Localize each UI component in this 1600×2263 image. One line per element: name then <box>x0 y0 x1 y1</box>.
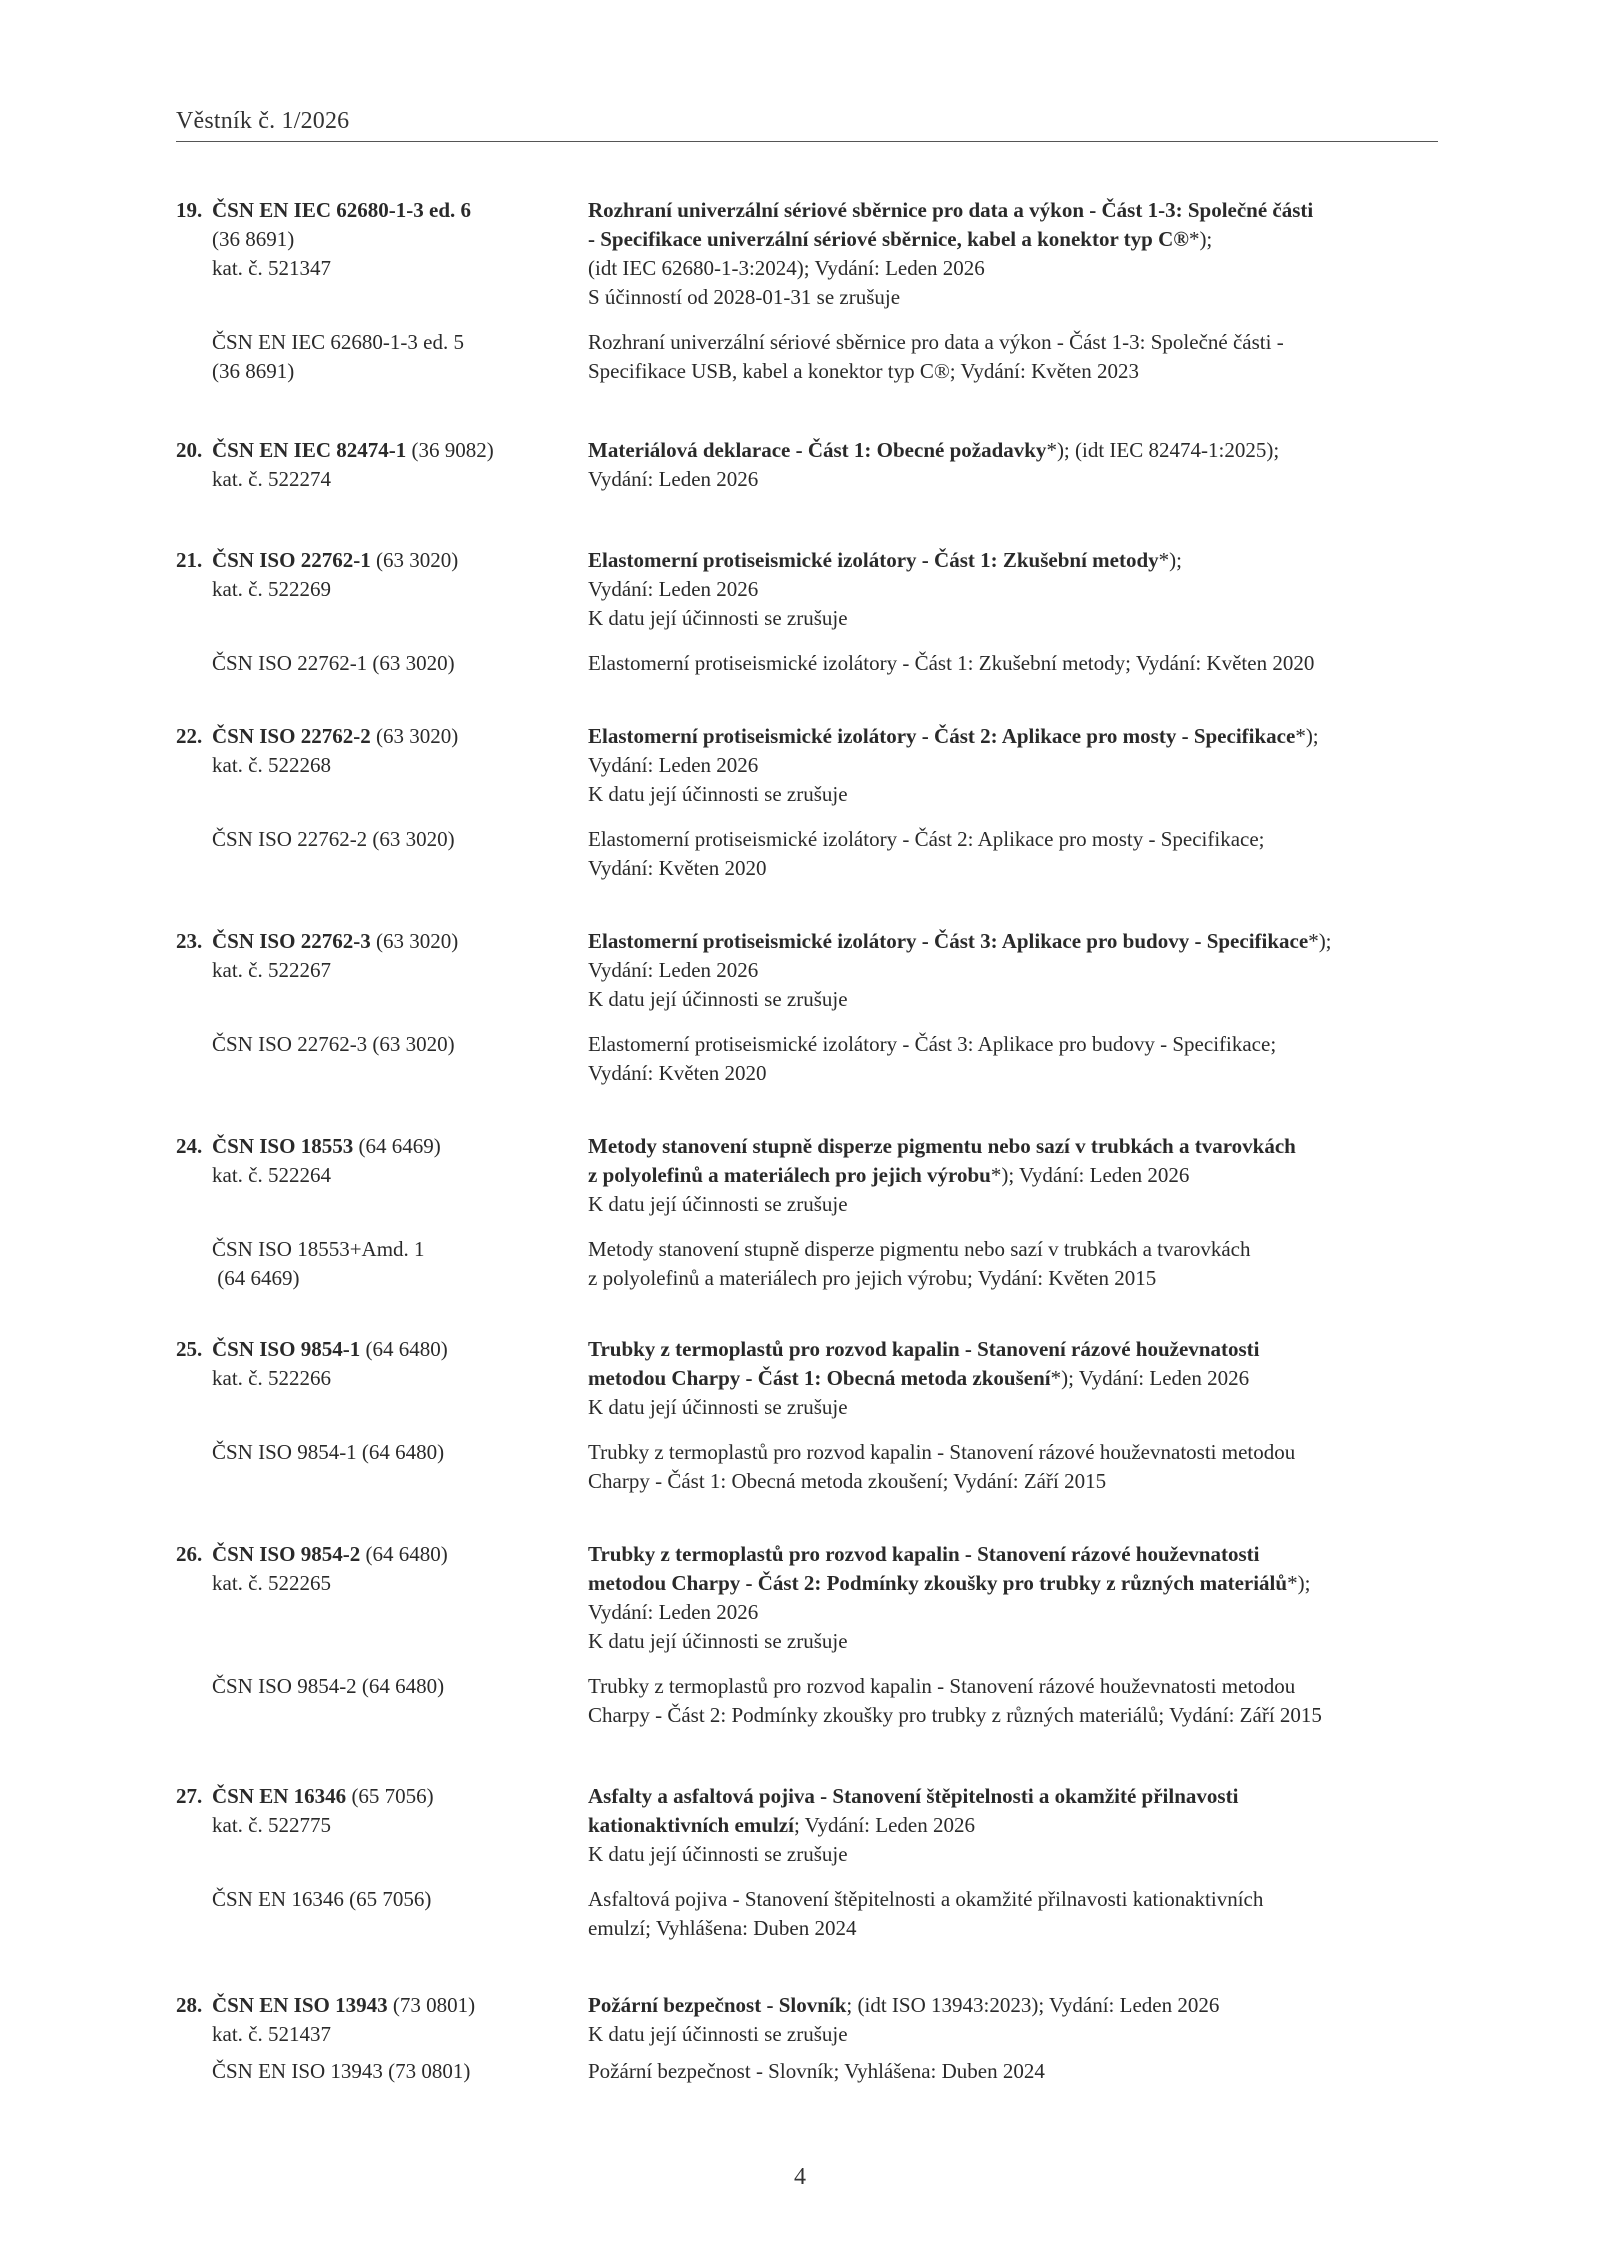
title-bold-text: kationaktivních emulzí <box>588 1813 794 1837</box>
entry-number: 24. <box>176 1134 203 1158</box>
title-detail-text: K datu její účinnosti se zrušuje <box>588 1395 848 1419</box>
title-line <box>588 1393 1438 1422</box>
new-standard-designation <box>176 722 588 809</box>
replaced-standard-row <box>176 328 1438 386</box>
replaced-standard-title <box>588 1672 1438 1730</box>
replaced-title-line: Elastomerní protiseismické izolátory - Část 1: Zkušební metody; Vydání: Květen 2020 <box>588 651 1315 675</box>
title-detail-text: ; (idt ISO 13943:2023); Vydání: Leden 2026 <box>846 1993 1220 2017</box>
replaced-standard-row <box>176 649 1438 678</box>
standard-code: ČSN ISO 22762-3 <box>212 929 371 953</box>
replaced-title-line: Elastomerní protiseismické izolátory - Část 3: Aplikace pro budovy - Specifikace; <box>588 1032 1277 1056</box>
replaced-title-line: Charpy - Část 1: Obecná metoda zkoušení; Vydání: Září 2015 <box>588 1469 1107 1493</box>
classification-number: (36 9082) <box>406 438 494 462</box>
title-detail-text: Vydání: Leden 2026 <box>588 753 759 777</box>
page-number: 4 <box>794 2164 806 2190</box>
title-detail-text: Vydání: Leden 2026 <box>588 958 759 982</box>
new-standard-designation <box>176 1540 588 1656</box>
standard-code: ČSN EN IEC 62680-1-3 ed. 6 <box>212 198 472 222</box>
replaced-code-line: ČSN EN 16346 (65 7056) <box>212 1887 432 1911</box>
standard-code: ČSN EN ISO 13943 <box>212 1993 388 2017</box>
entry-number: 26. <box>176 1542 203 1566</box>
replaced-standard-title <box>588 825 1438 883</box>
title-detail-text: *); Vydání: Leden 2026 <box>1050 1366 1250 1390</box>
catalog-number: kat. č. 522264 <box>212 1163 331 1187</box>
entry-number: 28. <box>176 1993 203 2017</box>
replaced-standard-row <box>176 2057 1438 2086</box>
new-standard-row <box>176 436 1438 494</box>
new-standard-designation <box>176 1132 588 1219</box>
replaced-standard-designation <box>176 328 588 386</box>
title-line <box>588 722 1438 751</box>
catalog-number: kat. č. 521347 <box>212 256 331 280</box>
new-standard-designation <box>176 436 588 494</box>
new-standard-title <box>588 722 1438 809</box>
replaced-standard-title <box>588 1885 1438 1943</box>
replaced-standard-designation <box>176 1885 588 1943</box>
title-line <box>588 2020 1438 2049</box>
new-standard-row <box>176 722 1438 809</box>
title-line <box>588 1190 1438 1219</box>
catalog-number: kat. č. 522775 <box>212 1813 331 1837</box>
replaced-standard-title <box>588 1030 1438 1088</box>
classification-number: (63 3020) <box>370 724 459 748</box>
replaced-title-line: emulzí; Vyhlášena: Duben 2024 <box>588 1916 857 1940</box>
title-detail-text: K datu její účinnosti se zrušuje <box>588 1192 848 1216</box>
new-standard-row <box>176 1335 1438 1422</box>
title-bold-text: Trubky z termoplastů pro rozvod kapalin - Stanovení rázové houževnatosti <box>588 1337 1260 1361</box>
standard-code: ČSN ISO 9854-1 <box>212 1337 361 1361</box>
title-bold-text: Materiálová deklarace - Část 1: Obecné požadavky <box>588 438 1047 462</box>
replaced-title-line: Požární bezpečnost - Slovník; Vyhlášena: Duben 2024 <box>588 2059 1045 2083</box>
classification-number: (63 3020) <box>370 929 459 953</box>
replaced-code-line: ČSN ISO 9854-1 (64 6480) <box>212 1440 445 1464</box>
new-standard-row <box>176 1782 1438 1869</box>
replaced-title-line: Metody stanovení stupně disperze pigmentu nebo sazí v trubkách a tvarovkách <box>588 1237 1251 1261</box>
standard-entry <box>176 1991 1438 2086</box>
standard-entry <box>176 546 1438 678</box>
replaced-code-line: ČSN ISO 22762-1 (63 3020) <box>212 651 455 675</box>
designation-line <box>176 1991 588 2020</box>
title-line <box>588 780 1438 809</box>
title-line <box>588 751 1438 780</box>
designation-line <box>176 546 588 575</box>
title-line <box>588 985 1438 1014</box>
designation-line <box>176 1335 588 1364</box>
replaced-title-line: Vydání: Květen 2020 <box>588 856 767 880</box>
title-line <box>588 1811 1438 1840</box>
replaced-standard-designation <box>176 1235 588 1293</box>
title-line <box>588 604 1438 633</box>
replaced-code-line: (36 8691) <box>212 359 295 383</box>
title-line <box>588 956 1438 985</box>
replaced-standard-designation <box>176 649 588 678</box>
standard-entry <box>176 1132 1438 1293</box>
title-detail-text: S účinností od 2028-01-31 se zrušuje <box>588 285 901 309</box>
catalog-number: kat. č. 522274 <box>212 467 331 491</box>
new-standard-title <box>588 927 1438 1014</box>
replaced-title-line: z polyolefinů a materiálech pro jejich výrobu; Vydání: Květen 2015 <box>588 1266 1157 1290</box>
new-standard-designation <box>176 196 588 312</box>
new-standard-row <box>176 927 1438 1014</box>
standard-code: ČSN ISO 9854-2 <box>212 1542 361 1566</box>
title-line <box>588 1782 1438 1811</box>
title-bold-text: Metody stanovení stupně disperze pigmentu nebo sazí v trubkách a tvarovkách <box>588 1134 1296 1158</box>
title-line <box>588 1540 1438 1569</box>
entry-number: 27. <box>176 1784 203 1808</box>
title-bold-text: z polyolefinů a materiálech pro jejich výrobu <box>588 1163 991 1187</box>
title-line <box>588 1840 1438 1869</box>
title-detail-text: (idt IEC 62680-1-3:2024); Vydání: Leden 2026 <box>588 256 985 280</box>
new-standard-designation <box>176 546 588 633</box>
title-detail-text: Vydání: Leden 2026 <box>588 577 759 601</box>
entry-number: 19. <box>176 198 203 222</box>
title-detail-text: K datu její účinnosti se zrušuje <box>588 2022 848 2046</box>
title-detail-text: *); <box>1188 227 1213 251</box>
new-standard-row <box>176 546 1438 633</box>
title-line <box>588 1991 1438 2020</box>
replaced-title-line: Trubky z termoplastů pro rozvod kapalin - Stanovení rázové houževnatosti metodou <box>588 1674 1296 1698</box>
new-standard-title <box>588 1991 1438 2049</box>
catalog-number: kat. č. 522266 <box>212 1366 331 1390</box>
replaced-title-line: Charpy - Část 2: Podmínky zkoušky pro trubky z různých materiálů; Vydání: Září 2015 <box>588 1703 1322 1727</box>
replaced-standard-designation <box>176 1672 588 1730</box>
entry-number: 20. <box>176 438 203 462</box>
replaced-title-line: Elastomerní protiseismické izolátory - Část 2: Aplikace pro mosty - Specifikace; <box>588 827 1265 851</box>
replaced-standard-row <box>176 1030 1438 1088</box>
title-detail-text: K datu její účinnosti se zrušuje <box>588 606 848 630</box>
classification-number: (64 6480) <box>360 1337 448 1361</box>
title-bold-text: metodou Charpy - Část 2: Podmínky zkoušky pro trubky z různých materiálů <box>588 1571 1288 1595</box>
new-standard-designation <box>176 1782 588 1869</box>
standard-entry <box>176 196 1438 386</box>
catalog-number: kat. č. 522269 <box>212 577 331 601</box>
entry-number: 23. <box>176 929 203 953</box>
replaced-standard-row <box>176 1438 1438 1496</box>
title-line <box>588 465 1438 494</box>
replaced-code-line: ČSN ISO 18553+Amd. 1 <box>212 1237 425 1261</box>
replaced-code-line: ČSN EN ISO 13943 (73 0801) <box>212 2059 471 2083</box>
standard-code: ČSN ISO 22762-1 <box>212 548 371 572</box>
standard-code: ČSN EN 16346 <box>212 1784 347 1808</box>
entry-number: 21. <box>176 548 203 572</box>
title-bold-text: Elastomerní protiseismické izolátory - Část 2: Aplikace pro mosty - Specifikace <box>588 724 1296 748</box>
designation-line <box>176 196 588 225</box>
title-detail-text: *); Vydání: Leden 2026 <box>990 1163 1190 1187</box>
title-line <box>588 1364 1438 1393</box>
new-standard-row <box>176 1991 1438 2049</box>
title-line <box>588 1335 1438 1364</box>
designation-line <box>176 436 588 465</box>
title-detail-text: K datu její účinnosti se zrušuje <box>588 1629 848 1653</box>
classification-number: (65 7056) <box>346 1784 434 1808</box>
standard-entry <box>176 436 1438 494</box>
replaced-standard-title <box>588 1438 1438 1496</box>
replaced-title-line: Trubky z termoplastů pro rozvod kapalin - Stanovení rázové houževnatosti metodou <box>588 1440 1296 1464</box>
title-detail-text: Vydání: Leden 2026 <box>588 1600 759 1624</box>
designation-line <box>176 1782 588 1811</box>
replaced-code-line: ČSN EN IEC 62680-1-3 ed. 5 <box>212 330 464 354</box>
classification-number: (63 3020) <box>370 548 459 572</box>
standard-entry <box>176 1335 1438 1496</box>
designation-line <box>176 1132 588 1161</box>
classification-number: (64 6480) <box>360 1542 448 1566</box>
classification-number: (36 8691) <box>212 227 295 251</box>
replaced-standard-row <box>176 1235 1438 1293</box>
page-header <box>176 108 1438 142</box>
new-standard-title <box>588 1335 1438 1422</box>
replaced-standard-title <box>588 328 1438 386</box>
replaced-standard-row <box>176 1885 1438 1943</box>
title-line <box>588 546 1438 575</box>
replaced-standard-title <box>588 1235 1438 1293</box>
replaced-standard-designation <box>176 1438 588 1496</box>
title-line <box>588 927 1438 956</box>
title-bold-text: Rozhraní univerzální sériové sběrnice pro data a výkon - Část 1-3: Společné části <box>588 198 1314 222</box>
title-detail-text: *); <box>1308 929 1332 953</box>
new-standard-designation <box>176 927 588 1014</box>
title-bold-text: Trubky z termoplastů pro rozvod kapalin - Stanovení rázové houževnatosti <box>588 1542 1260 1566</box>
title-line <box>588 1132 1438 1161</box>
replaced-code-line: ČSN ISO 9854-2 (64 6480) <box>212 1674 445 1698</box>
title-line <box>588 436 1438 465</box>
title-bold-text: Požární bezpečnost - Slovník <box>588 1993 847 2017</box>
new-standard-title <box>588 1540 1438 1656</box>
title-line <box>588 575 1438 604</box>
replaced-title-line: Asfaltová pojiva - Stanovení štěpitelnosti a okamžité přilnavosti kationaktivních <box>588 1887 1264 1911</box>
title-detail-text: *); <box>1158 548 1182 572</box>
new-standard-title <box>588 546 1438 633</box>
replaced-code-line: ČSN ISO 22762-2 (63 3020) <box>212 827 455 851</box>
title-line <box>588 283 1438 312</box>
title-detail-text: ; Vydání: Leden 2026 <box>793 1813 975 1837</box>
replaced-standard-designation <box>176 2057 588 2086</box>
new-standard-designation <box>176 1991 588 2049</box>
replaced-standard-title <box>588 649 1438 678</box>
title-bold-text: - Specifikace univerzální sériové sběrnice, kabel a konektor typ C® <box>588 227 1189 251</box>
title-detail-text: K datu její účinnosti se zrušuje <box>588 782 848 806</box>
entry-number: 25. <box>176 1337 203 1361</box>
standard-code: ČSN ISO 22762-2 <box>212 724 371 748</box>
new-standard-title <box>588 436 1438 494</box>
classification-number: (64 6469) <box>353 1134 441 1158</box>
replaced-standard-row <box>176 1672 1438 1730</box>
replaced-title-line: Rozhraní univerzální sériové sběrnice pro data a výkon - Část 1-3: Společné části - <box>588 330 1284 354</box>
replaced-title-line: Specifikace USB, kabel a konektor typ C®; Vydání: Květen 2023 <box>588 359 1139 383</box>
title-line <box>588 254 1438 283</box>
title-bold-text: metodou Charpy - Část 1: Obecná metoda zkoušení <box>588 1366 1051 1390</box>
replaced-standard-title <box>588 2057 1438 2086</box>
new-standard-title <box>588 1132 1438 1219</box>
title-line <box>588 1569 1438 1598</box>
catalog-number: kat. č. 522265 <box>212 1571 331 1595</box>
replaced-code-line: ČSN ISO 22762-3 (63 3020) <box>212 1032 455 1056</box>
catalog-number: kat. č. 521437 <box>212 2022 331 2046</box>
designation-line <box>176 722 588 751</box>
title-line <box>588 225 1438 254</box>
new-standard-title <box>588 1782 1438 1869</box>
catalog-number: kat. č. 522267 <box>212 958 331 982</box>
standard-entry <box>176 1782 1438 1943</box>
title-line <box>588 1598 1438 1627</box>
title-detail-text: *); <box>1295 724 1319 748</box>
title-line <box>588 1627 1438 1656</box>
title-line <box>588 1161 1438 1190</box>
title-detail-text: K datu její účinnosti se zrušuje <box>588 987 848 1011</box>
replaced-code-line: (64 6469) <box>212 1266 300 1290</box>
new-standard-row <box>176 1540 1438 1656</box>
standard-code: ČSN ISO 18553 <box>212 1134 354 1158</box>
title-detail-text: *); (idt IEC 82474-1:2025); <box>1046 438 1280 462</box>
replaced-standard-designation <box>176 825 588 883</box>
title-bold-text: Asfalty a asfaltová pojiva - Stanovení štěpitelnosti a okamžité přilnavosti <box>588 1784 1239 1808</box>
standard-entry <box>176 1540 1438 1730</box>
title-detail-text: Vydání: Leden 2026 <box>588 467 759 491</box>
designation-line <box>176 1540 588 1569</box>
title-detail-text: *); <box>1287 1571 1311 1595</box>
new-standard-designation <box>176 1335 588 1422</box>
designation-line <box>176 927 588 956</box>
title-detail-text: K datu její účinnosti se zrušuje <box>588 1842 848 1866</box>
replaced-standard-row <box>176 825 1438 883</box>
new-standard-title <box>588 196 1438 312</box>
title-bold-text: Elastomerní protiseismické izolátory - Část 1: Zkušební metody <box>588 548 1159 572</box>
standard-entry <box>176 722 1438 883</box>
standard-code: ČSN EN IEC 82474-1 <box>212 438 407 462</box>
classification-number: (73 0801) <box>387 1993 476 2017</box>
title-bold-text: Elastomerní protiseismické izolátory - Část 3: Aplikace pro budovy - Specifikace <box>588 929 1309 953</box>
replaced-title-line: Vydání: Květen 2020 <box>588 1061 767 1085</box>
bulletin-title: Věstník č. 1/2026 <box>176 108 350 134</box>
standard-entry <box>176 927 1438 1088</box>
new-standard-row <box>176 196 1438 312</box>
new-standard-row <box>176 1132 1438 1219</box>
title-line <box>588 196 1438 225</box>
catalog-number: kat. č. 522268 <box>212 753 331 777</box>
entry-number: 22. <box>176 724 203 748</box>
replaced-standard-designation <box>176 1030 588 1088</box>
standards-list <box>176 196 1438 2086</box>
